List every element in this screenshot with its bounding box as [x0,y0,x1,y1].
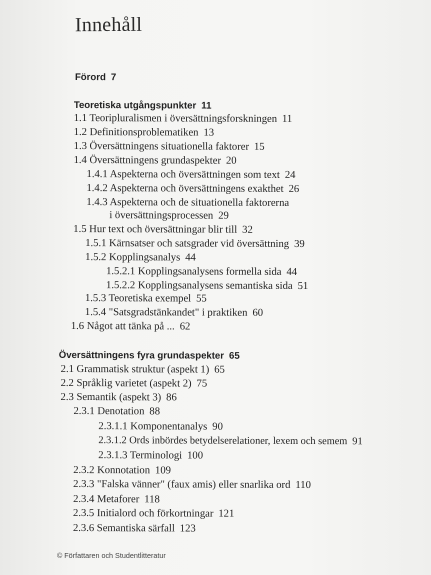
toc-entry-text: 1.5.1 Kärnsatser och satsgrader vid översättning [85,238,290,250]
toc-entry [86,183,299,195]
copyright-mark: © [57,551,63,560]
toc-entry [85,293,207,305]
toc-entry-text: Teoretiska utgångspunkter [73,99,197,112]
toc-entry [74,141,265,153]
toc-entry [73,479,311,491]
toc-entry [61,364,225,376]
toc-entry [73,465,171,476]
toc-entry-page: 11 [282,113,293,125]
toc-entry [87,169,296,181]
toc-entry-text: 1.2 Definitionsproblematiken [73,126,199,139]
toc-entry-text: 2.3.6 Semantiska särfall [72,523,175,535]
toc-entry [73,508,234,520]
toc-chapter-2 [59,350,240,362]
toc-entry-text: 2.3 Semantik (aspekt 3) [60,391,162,404]
copyright-text: Författaren och Studentlitteratur [64,551,166,560]
toc-entry-text: 2.3.2 Konnotation [73,465,151,477]
toc-entry-text: 1.5.2.1 Kopplingsanalysens formella sida [106,266,282,278]
table-of-contents [58,67,429,535]
toc-entry-page: 91 [352,436,363,448]
toc-chapter-1 [74,100,212,112]
toc-entry-text: 1.5.2.2 Kopplingsanalysens semantiska sida [106,280,293,292]
toc-entry-page: 29 [218,210,229,222]
toc-entry [86,197,289,209]
toc-entry [85,252,196,263]
toc-entry-page: 65 [228,350,240,362]
toc-entry [106,266,297,278]
toc-entry-page: 39 [294,238,305,251]
toc-entry-page: 75 [196,378,208,390]
toc-entry-text: 2.3.1 Denotation [73,406,145,418]
toc-entry-text: Förord [74,72,106,84]
toc-entry [74,155,237,167]
toc-entry-page: 62 [179,321,191,333]
toc-entry [85,238,305,250]
toc-entry [98,450,203,461]
toc-entry-page: 13 [203,127,215,139]
toc-entry [85,307,263,319]
toc-entry-text: i översättningsprocessen [109,210,214,222]
toc-entry [73,406,160,417]
toc-entry-text: 1.3 Översättningens situationella faktorer [73,140,250,153]
toc-entry-page: 26 [288,183,300,195]
toc-entry [73,494,160,505]
toc-entry-preface [75,72,116,83]
toc-entry-page: 32 [242,224,253,236]
toc-entry-page: 65 [214,364,225,376]
toc-entry-text: 1.1 Teoripluralismen i översättningsforskningen [73,112,278,125]
toc-entry-page: 86 [166,392,177,404]
toc-entry-page: 11 [201,100,212,112]
toc-entry-page: 118 [144,494,160,506]
toc-entry [61,378,208,390]
toc-entry-text: 2.3.1.1 Komponentanalys [98,421,208,433]
toc-entry-text: Översättningens fyra grundaspekter [58,349,225,362]
toc-entry-page: 15 [253,141,265,153]
page-title: Innehåll [74,13,143,37]
toc-entry [73,224,253,236]
toc-entry-text: 2.1 Grammatisk struktur (aspekt 1) [60,363,210,376]
toc-entry-text: 2.3.1.2 Ords inbördes betydelserelationer, lexem och semem [98,435,348,448]
toc-entry-page: 123 [179,523,196,535]
toc-entry-page: 60 [252,307,264,319]
toc-entry-page: 88 [149,406,161,418]
toc-entry-page: 55 [196,293,207,305]
toc-entry-text: 2.2 Språklig varietet (aspekt 2) [60,377,192,390]
toc-entry-page: 44 [286,266,298,278]
toc-entry-text: 1.5.3 Teoretiska exempel [84,293,192,305]
toc-entry [98,435,362,447]
toc-entry [74,113,293,125]
toc-entry-text: 1.5.4 "Satsgradstänkandet" i praktiken [84,307,248,319]
toc-entry-text: 2.3.3 "Falska vänner" (faux amis) eller snarlika ord [73,479,291,491]
toc-entry [74,127,214,139]
toc-entry [71,321,190,333]
toc-entry-continuation [109,210,228,222]
toc-entry-page: 90 [212,421,223,433]
toc-entry-text: 2.3.5 Initialord och förkortningar [73,508,214,520]
toc-entry-text: 1.4.3 Aspekterna och de situationella faktorerna [86,197,290,209]
toc-entry-page: 7 [110,72,117,84]
toc-entry-page: 100 [187,450,204,462]
toc-entry-page: 121 [218,508,235,520]
toc-entry-text: 2.3.1.3 Terminologi [98,450,183,462]
toc-entry-page: 20 [225,155,237,167]
toc-entry-text: 1.4 Översättningens grundaspekter [73,154,222,167]
toc-entry-page: 110 [295,479,311,492]
toc-entry-text: 1.4.1 Aspekterna och översättningen som text [86,169,280,181]
toc-entry-page: 51 [297,280,309,293]
copyright-footer [57,551,166,560]
toc-entry-text: 2.3.4 Metaforer [73,494,140,506]
toc-entry-text: 1.6 Något att tänka på ... [70,320,175,333]
toc-entry-page: 44 [185,252,196,264]
toc-entry-page: 109 [155,465,171,477]
toc-entry [106,280,308,292]
toc-entry [61,392,177,404]
toc-entry-text: 1.5 Hur text och översättningar blir till [73,223,238,236]
toc-entry-page: 24 [284,169,296,181]
toc-entry-text: 1.4.2 Aspekterna och översättningens exakthet [86,183,284,195]
toc-entry-text: 1.5.2 Kopplingsanalys [85,252,181,264]
toc-entry [73,523,196,535]
toc-entry [98,421,223,433]
